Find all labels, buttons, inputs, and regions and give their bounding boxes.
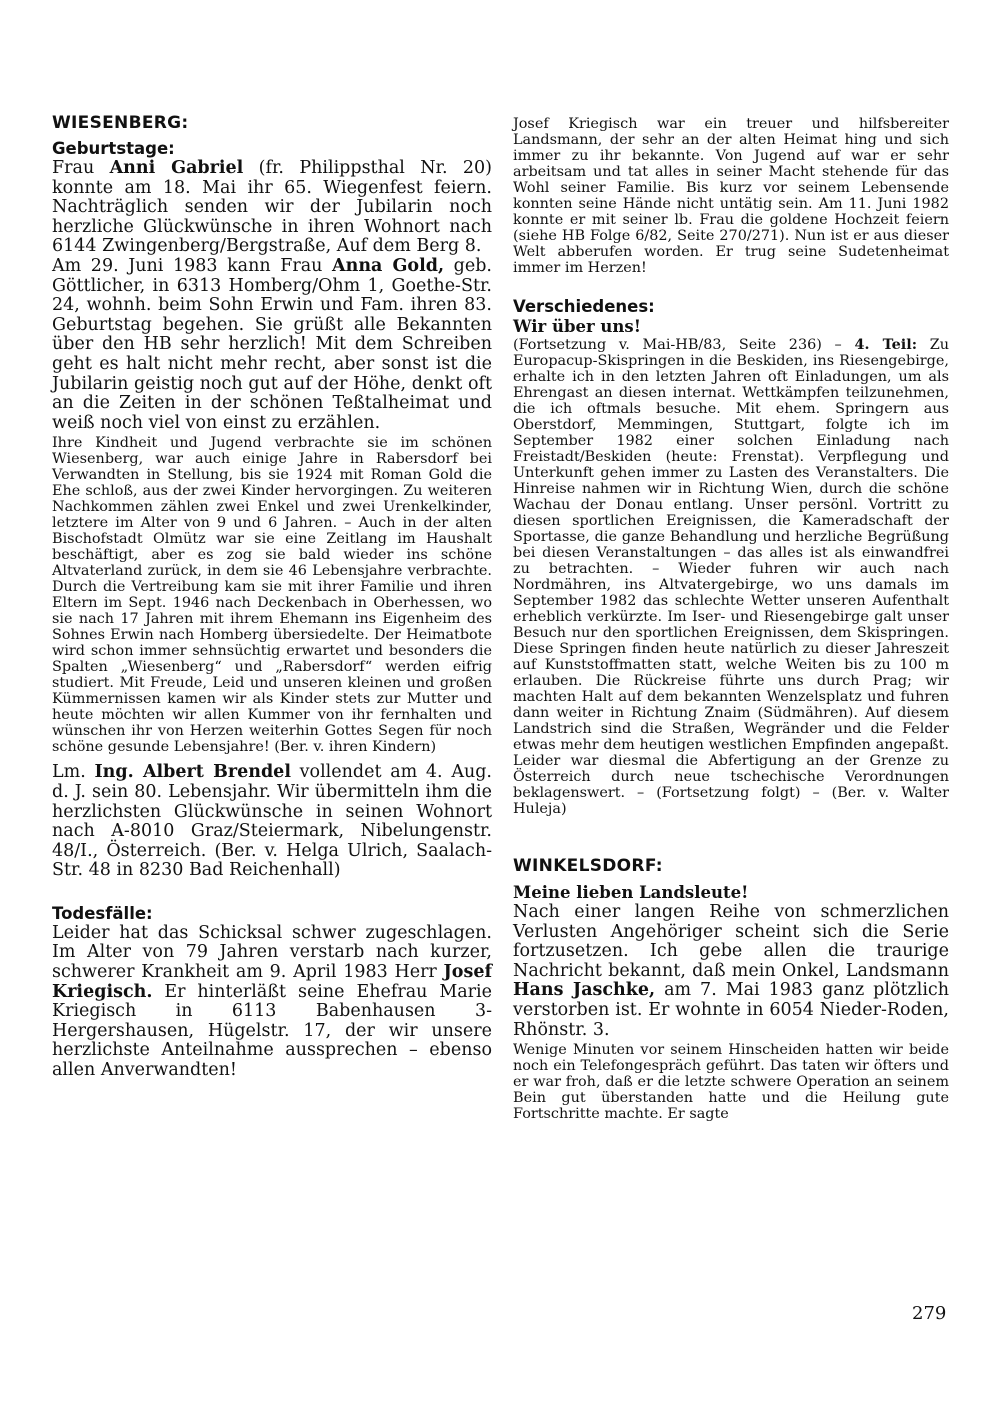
page-number: 279 [912,1303,947,1324]
bold-name: Ing. Albert Brendel [94,762,291,783]
right-column [513,116,949,1122]
heading-geburtstage: Geburtstage: [52,139,175,158]
bold-name: Hans Jaschke, [513,980,656,1001]
bold-name: 4. Teil: [854,336,918,353]
paragraph-hans-jaschke: Nach einer langen Reihe von schmerzlichen Verlusten Angehöriger scheint sich die Serie fortzusetzen. Ich gebe allen die traurige Nachricht bekannt, daß mein Onkel, Landsmann Hans Jaschke, am 7. Mai 1983 ganz plötzlich verstorben ist. Er wohnte in 6054 Nieder-Roden, Rhönstr. 3. [513,902,949,1040]
heading-todesfaelle: Todesfälle: [52,903,153,923]
bold-name: Josef Kriegisch. [52,962,492,1002]
heading-wiesenberg: WIESENBERG: [52,113,189,133]
paragraph-kriegisch-tribute: Josef Kriegisch war ein treuer und hilfsbereiter Landsmann, der sehr an der alten Heimat hing und sich immer zu ihr bekannte. Von Jugend auf war er sehr arbeitsam und tat alles in seiner Macht stehende für das Wohl seiner Familie. Bis kurz vor seinem Lebensende konnten seine Hände nicht untätig sein. Am 11. Juni 1982 konnte er mit seiner lb. Frau die goldene Hochzeit feiern (siehe HB Folge 6/82, Seite 270/271). Nun ist er aus dieser Welt abberufen worden. Er trug seine Sudetenheimat immer im Herzen! [513,116,949,276]
paragraph-albert-brendel: Lm. Ing. Albert Brendel vollendet am 4. Aug. d. J. sein 80. Lebensjahr. Wir übermitteln ihm die herzlichsten Glückwünsche in seinen Wohnort nach A-8010 Graz/Steiermark, Nibelungenstr. 48/I., Österreich. (Ber. v. Helga Ulrich, Saalach-Str. 48 in 8230 Bad Reichenhall) [52,762,492,881]
paragraph-anna-gold-biography: Ihre Kindheit und Jugend verbrachte sie im schönen Wiesenberg, war auch einige Jahre in Rabersdorf bei Verwandten in Stellung, bis sie 1924 mit Roman Gold die Ehe schloß, aus der zwei Kinder hervorgingen. Zu weiteren Nachkommen zählen zwei Enkel und zwei Urenkelkinder, letztere im Alter von 9 und 6 Jahren. – Auch in der alten Bischofstadt Olmütz war sie eine Zeitlang im Haushalt beschäftigt, aber es zog sie bald wieder ins schöne Altvaterland zurück, in dem sie 46 Lebensjahre verbrachte. Durch die Vertreibung kam sie mit ihrer Familie und ihren Eltern im Sept. 1946 nach Deckenbach in Oberhessen, wo sie nach 17 Jahren mit ihrem Ehemann ins Eigenheim des Sohnes Erwin nach Homberg übersiedelte. Der Heimatbote wird schon immer sehnsüchtig erwartet und besonders die Spalten „Wiesenberg“ und „Rabersdorf“ werden eifrig studiert. Mit Freude, Leid und unseren kleinen und großen Kümmernissen kamen wir als Kinder stets zur Mutter und heute möchten wir allen Kummer von ihr fernhalten und wünschen ihr von Herzen weiterhin Gottes Segen für noch schöne gesunde Lebensjahre! (Ber. v. ihren Kindern) [52,435,492,756]
paragraph-anna-gold: Am 29. Juni 1983 kann Frau Anna Gold, geb. Göttlicher, in 6313 Homberg/Ohm 1, Goethe-Str. 24, wohnh. beim Sohn Erwin und Fam. ihren 83. Geburtstag begehen. Sie grüßt alle Bekannten über den HB sehr herzlich! Mit dem Schreiben geht es halt nicht mehr recht, aber sonst ist die Jubilarin geistig noch gut auf der Höhe, denkt oft an die Zeiten in der schönen Teßtalheimat und weiß noch viel von einst zu erzählen. [52,255,492,433]
bold-name: Anni Gabriel [109,158,244,178]
paragraph-wir-ueber-uns: (Fortsetzung v. Mai-HB/83, Seite 236) – 4. Teil: Zu Europacup-Skispringen in die Beskiden, ins Riesengebirge, erhalte ich in den letzten Jahren oft Einladungen, um als Ehrengast an diesen internat. Wettkämpfen teilzunehmen, die ich oftmals besuche. Mit ehem. Springern aus Oberstdorf, Memmingen, Stuttgart, folgte ich im September 1982 einer solchen Einladung nach Freistadt/Beskiden (heute: Frenstat). Verpflegung und Unterkunft gehen immer zu Lasten des Veranstalters. Die Hinreise nahmen wir in Richtung Wien, durch die schöne Wachau der Donau entlang. Unser persönl. Vortritt zu diesen sportlichen Ereignissen, die Kameradschaft der Sportasse, die ganze Behandlung und herzliche Begrüßung bei diesen Veranstaltungen – das alles ist als einwandfrei zu betrachten. – Wieder fuhren wir auch nach Nordmähren, ins Altvatergebirge, wo uns damals im September 1982 das schlechte Wetter unseren Aufenthalt erheblich verkürzte. Im Iser- und Riesengebirge galt unser Besuch nur den sportlichen Ereignissen, dem Skispringen. Diese Springen finden heute natürlich zu dieser Jahreszeit auf Kunststoffmatten statt, welche Weiten bis zu 100 m erlauben. Die Rückreise führte uns durch Prag; wir machten Halt auf dem bekannten Wenzelsplatz und fuhren dann weiter in Richtung Znaim (Südmähren). Auf diesem Landstrich sind die Straßen, Wegränder und die Felder etwas mehr dem heutigen westlichen Empfinden angepaßt. Leider war diesmal die Abfertigung an der Grenze zu Österreich durch neue tschechische Verordnungen beklagenswert. – (Fortsetzung folgt) – (Ber. v. Walter Huleja) [513,336,949,817]
bold-name: Anna Gold, [332,255,445,276]
paragraph-anni-gabriel: Frau Anni Gabriel (fr. Philippsthal Nr. 20) konnte am 18. Mai ihr 65. Wiegenfest feiern. Nachträglich senden wir der Jubilarin noch herzliche Glückwünsche in ihren Wohnort nach 6144 Zwingenberg/Bergstraße, Auf dem Berg 8. [52,158,493,257]
heading-verschiedenes: Verschiedenes: [513,297,655,316]
paragraph-telefongespraech: Wenige Minuten vor seinem Hinscheiden hatten wir beide noch ein Telefongespräch geführt. Das taten wir öfters und er war froh, daß er die letzte schwere Operation an seinem Bein gut überstanden hatte und die Heilung gute Fortschritte machte. Er sagte [513,1042,949,1123]
paragraph-josef-kriegisch: Leider hat das Schicksal schwer zugeschlagen. Im Alter von 79 Jahren verstarb nach kurzer, schwerer Krankheit am 9. April 1983 Herr Josef Kriegisch. Er hinterläßt seine Ehefrau Marie Kriegisch in 6113 Babenhausen 3-Hergershausen, Hügelstr. 17, der wir unsere herzlichste Anteilnahme aussprechen – ebenso allen Anverwandten! [52,922,492,1081]
left-column [52,112,492,1081]
heading-meine-lieben-landsleute: Meine lieben Landsleute! [513,883,749,902]
heading-winkelsdorf: WINKELSDORF: [513,856,663,876]
heading-wir-ueber-uns: Wir über uns! [513,317,641,336]
